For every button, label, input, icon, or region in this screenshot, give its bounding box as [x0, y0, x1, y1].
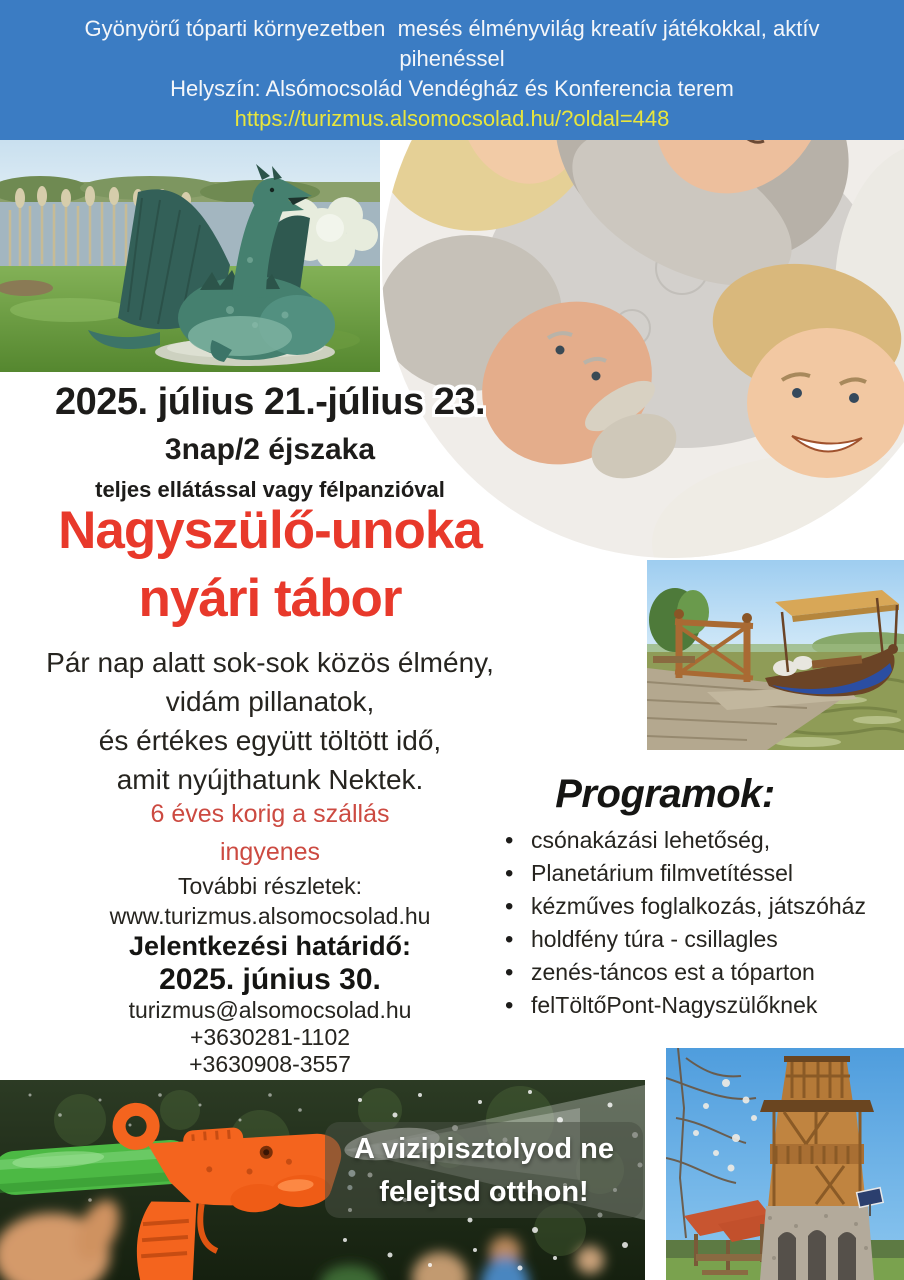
bullet-icon: • — [505, 959, 514, 986]
contact-email: turizmus@alsomocsolad.hu — [128, 997, 412, 1023]
lookout-tower-photo — [666, 1048, 904, 1280]
program-item — [505, 824, 900, 857]
bullet-icon: • — [505, 827, 514, 854]
header-banner — [0, 0, 904, 140]
program-item-label: felTöltőPont-Nagyszülőknek — [531, 992, 818, 1018]
contact-phone-1: +3630281-1102 — [189, 1024, 351, 1050]
event-title-line1: Nagyszülő-unoka — [58, 501, 482, 560]
boat-dock-photo — [647, 560, 904, 750]
program-item-label: holdfény túra - csillagles — [531, 926, 778, 952]
program-item-label: kézműves foglalkozás, játszóház — [531, 893, 866, 919]
program-item — [505, 857, 900, 890]
intro-line: és értékes együtt töltött idő, — [98, 725, 442, 756]
water-gun-caption-box — [325, 1122, 643, 1218]
programs-heading: Programok: — [555, 772, 775, 816]
intro-line: Pár nap alatt sok-sok közös élmény, — [46, 647, 494, 678]
caption-line1: A vizipisztolyod ne — [354, 1133, 614, 1165]
event-date: 2025. július 21.-július 23. — [54, 381, 486, 423]
bullet-icon: • — [505, 926, 514, 953]
more-details-label: További részletek: — [177, 873, 363, 899]
website-url: www.turizmus.alsomocsolad.hu — [109, 903, 431, 929]
boat-illustration — [647, 560, 904, 750]
program-item — [505, 989, 900, 1022]
intro-paragraph — [5, 643, 535, 799]
intro-line: vidám pillanatok, — [165, 686, 375, 717]
tower-illustration — [666, 1048, 904, 1280]
event-duration: 3nap/2 éjszaka — [164, 433, 376, 466]
event-title-line2: nyári tábor — [138, 569, 402, 628]
water-gun-photo — [0, 1080, 645, 1280]
program-item — [505, 956, 900, 989]
program-item-label: csónakázási lehetőség, — [531, 827, 771, 853]
header-venue: Helyszín: Alsómocsolád Vendégház és Konferencia terem — [170, 76, 734, 101]
header-subtitle-line1: Gyönyörű tóparti környezetben mesés élményvilág kreatív játékokkal, aktív — [84, 16, 820, 41]
programs-list — [505, 824, 900, 1022]
deadline-date: 2025. június 30. — [159, 963, 381, 996]
dragon-statue-photo — [0, 140, 380, 372]
header-subtitle-line2: pihenéssel — [399, 46, 505, 71]
event-board: teljes ellátással vagy félpanzióval — [95, 477, 445, 502]
caption-line2: felejtsd otthon! — [379, 1176, 589, 1208]
intro-line: amit nyújthatunk Nektek. — [116, 764, 424, 795]
program-item — [505, 890, 900, 923]
offer-line2: ingyenes — [219, 838, 321, 866]
deadline-label: Jelentkezési határidő: — [128, 931, 412, 961]
program-item-label: zenés-táncos est a tóparton — [531, 959, 815, 985]
header-url-link[interactable]: https://turizmus.alsomocsolad.hu/?oldal=448 — [234, 106, 670, 131]
contact-phone-2: +3630908-3557 — [189, 1051, 351, 1077]
bullet-icon: • — [505, 860, 514, 887]
offer-line1: 6 éves korig a szállás — [150, 800, 390, 828]
program-item — [505, 923, 900, 956]
bullet-icon: • — [505, 992, 514, 1019]
program-item-label: Planetárium filmvetítéssel — [531, 860, 794, 886]
bullet-icon: • — [505, 893, 514, 920]
dragon-illustration — [0, 140, 380, 372]
